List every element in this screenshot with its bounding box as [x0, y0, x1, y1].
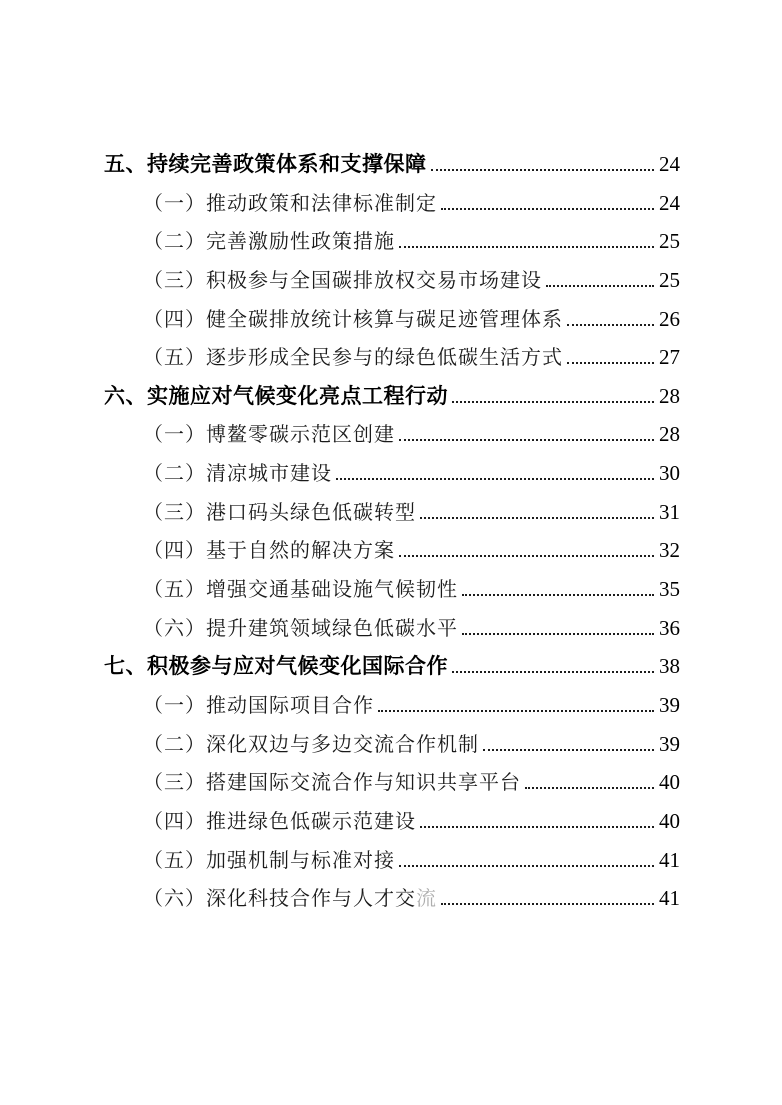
toc-entry-page-number: 30: [659, 461, 680, 486]
toc-entry-title: （四）基于自然的解决方案: [143, 540, 395, 563]
toc-entry-title: （五）逐步形成全民参与的绿色低碳生活方式: [143, 347, 563, 370]
toc-entry-page-number: 25: [659, 267, 680, 292]
dot-leader: [452, 401, 654, 403]
toc-entry[interactable]: [104, 334, 680, 373]
toc-entry-page-number: 32: [659, 538, 680, 563]
toc-entry-title: （二）深化双边与多边交流合作机制: [143, 733, 479, 756]
toc-entry-title: （五）加强机制与标准对接: [143, 849, 395, 872]
toc-entry[interactable]: [104, 257, 680, 296]
toc-entry[interactable]: [104, 373, 680, 412]
toc-entry-title: （一）推动国际项目合作: [143, 694, 374, 717]
toc-entry-title: 六、实施应对气候变化亮点工程行动: [104, 384, 448, 408]
toc-entry[interactable]: [104, 837, 680, 876]
toc-entry-page-number: 39: [659, 731, 680, 756]
dot-leader: [399, 555, 654, 557]
dot-leader: [567, 362, 654, 364]
toc-entry-page-number: 27: [659, 345, 680, 370]
dot-leader: [525, 787, 654, 789]
toc-entry-page-number: 36: [659, 615, 680, 640]
dot-leader: [399, 865, 654, 867]
toc-entry-title: 七、积极参与应对气候变化国际合作: [104, 655, 448, 679]
toc-entry-title: （六）深化科技合作与人才交: [143, 888, 416, 911]
toc-entry-title-faded: 流: [416, 888, 437, 911]
toc-entry[interactable]: [104, 180, 680, 219]
toc-entry[interactable]: [104, 875, 680, 914]
dot-leader: [399, 246, 654, 248]
toc-entry[interactable]: [104, 721, 680, 760]
dot-leader: [441, 208, 654, 210]
toc-entry-title: （二）完善激励性政策措施: [143, 231, 395, 254]
toc-entry-title: （四）健全碳排放统计核算与碳足迹管理体系: [143, 308, 563, 331]
toc-entry-title: （三）港口码头绿色低碳转型: [143, 501, 416, 524]
toc-entry-title: （一）推动政策和法律标准制定: [143, 192, 437, 215]
toc-entry[interactable]: [104, 141, 680, 180]
toc-entry-title: （六）提升建筑领域绿色低碳水平: [143, 617, 458, 640]
toc-entry[interactable]: [104, 527, 680, 566]
dot-leader: [420, 826, 654, 828]
toc-entry[interactable]: [104, 605, 680, 644]
dot-leader: [483, 749, 654, 751]
dot-leader: [420, 517, 654, 519]
toc-entry-title: （二）清凉城市建设: [143, 463, 332, 486]
toc-entry-page-number: 24: [659, 190, 680, 215]
toc-entry-title: （五）增强交通基础设施气候韧性: [143, 579, 458, 602]
toc-entry[interactable]: [104, 759, 680, 798]
toc-entry-page-number: 24: [659, 152, 680, 176]
dot-leader: [546, 285, 654, 287]
toc-entry-page-number: 40: [659, 808, 680, 833]
dot-leader: [462, 633, 654, 635]
toc-entry-page-number: 38: [659, 654, 680, 679]
dot-leader: [462, 594, 654, 596]
toc-entry-page-number: 28: [659, 383, 680, 408]
dot-leader: [567, 324, 654, 326]
toc-entry[interactable]: [104, 566, 680, 605]
toc-entry-page-number: 26: [659, 306, 680, 331]
toc-entry-page-number: 25: [659, 229, 680, 254]
toc-entry[interactable]: [104, 489, 680, 528]
dot-leader: [336, 478, 654, 480]
toc-entry[interactable]: [104, 296, 680, 335]
toc-entry[interactable]: [104, 643, 680, 682]
toc-entry[interactable]: [104, 218, 680, 257]
toc-entry-title: （三）积极参与全国碳排放权交易市场建设: [143, 269, 542, 292]
table-of-contents: [104, 141, 680, 914]
toc-entry-page-number: 35: [659, 577, 680, 602]
toc-entry-title: （四）推进绿色低碳示范建设: [143, 810, 416, 833]
toc-entry-page-number: 28: [659, 422, 680, 447]
toc-entry-title: 五、持续完善政策体系和支撑保障: [104, 153, 427, 176]
dot-leader: [441, 903, 654, 905]
dot-leader: [431, 169, 655, 171]
toc-entry-page-number: 41: [659, 847, 680, 872]
toc-entry-page-number: 41: [659, 886, 680, 911]
toc-entry-page-number: 40: [659, 770, 680, 795]
toc-entry-title: （一）博鳌零碳示范区创建: [143, 424, 395, 447]
dot-leader: [452, 671, 654, 673]
dot-leader: [399, 439, 654, 441]
toc-entry[interactable]: [104, 682, 680, 721]
toc-entry-page-number: 31: [659, 499, 680, 524]
toc-entry[interactable]: [104, 450, 680, 489]
toc-entry-page-number: 39: [659, 692, 680, 717]
toc-entry[interactable]: [104, 798, 680, 837]
dot-leader: [378, 710, 654, 712]
toc-entry-title: （三）搭建国际交流合作与知识共享平台: [143, 772, 521, 795]
toc-entry[interactable]: [104, 411, 680, 450]
